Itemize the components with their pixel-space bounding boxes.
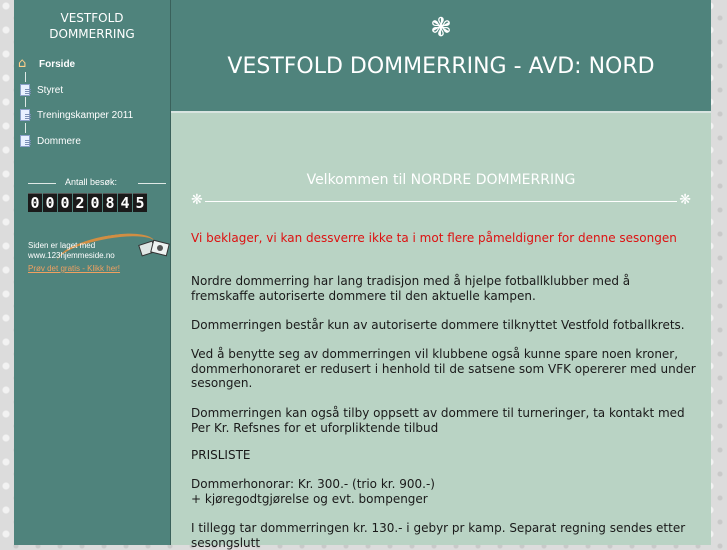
ornament-icon: ❋ [191, 192, 203, 208]
counter-digit: 0 [88, 193, 102, 212]
paragraph: Ved å benytte seg av dommerringen vil klubbene også kunne spare noen kroner, dommerhonoraret er redusert i henhold til de satsene som VFK opererer med under sesongen. [191, 347, 696, 390]
promo-link[interactable]: Prøv det gratis - Klikk her! [28, 264, 121, 273]
paragraph: Dommerringen kan også tilby oppsett av dommere til turneringer, ta kontakt med Per Kr. Refsnes for et uforpliktende tilbud [191, 406, 685, 435]
counter-digit: 0 [28, 193, 42, 212]
promo-url: www.123hjemmeside.no [28, 251, 115, 260]
counter-digit: 2 [73, 193, 87, 212]
nav-connector [25, 72, 26, 82]
paragraph: Nordre dommerring har lang tradisjon med å hjelpe fotballklubber med å fremskaffe autoriserte dommere til den aktuelle kampen. [191, 274, 631, 303]
nav-label: Dommere [37, 135, 81, 147]
nav-connector [25, 123, 26, 133]
nav-label: Styret [37, 84, 64, 96]
nav-item-styret[interactable] [18, 82, 63, 98]
paragraph: Dommerringen består kun av autoriserte dommere tilknyttet Vestfold fotballkrets. [191, 318, 685, 332]
nav-connector [25, 97, 26, 107]
counter-label: Antall besøk: [64, 177, 118, 187]
paragraph: I tillegg tar dommerringen kr. 130.- i gebyr pr kamp. Separat regning sendes etter sesongslutt [191, 521, 686, 550]
promo-badge[interactable] [26, 240, 166, 280]
camera-icon [138, 237, 172, 261]
welcome-heading: Velkommen til NORDRE DOMMERRING [306, 172, 576, 188]
main-content [171, 113, 711, 550]
counter-digit: 0 [58, 193, 72, 212]
notice-text: Vi beklager, vi kan dessverre ikke ta i mot flere påmeldigner for denne sesongen [191, 231, 677, 245]
flower-icon: ❃ [430, 13, 452, 43]
counter-digit: 4 [118, 193, 132, 212]
site-name-line2: DOMMERRING [49, 27, 135, 41]
ornament-icon: ❋ [679, 192, 691, 208]
visitor-counter [26, 177, 156, 217]
paragraph-heading: PRISLISTE [191, 448, 251, 462]
counter-digit: 5 [133, 193, 147, 212]
site-name-line1: VESTFOLD [60, 11, 124, 25]
paragraph: Dommerhonorar: Kr. 300.- (trio kr. 900.-) [191, 477, 435, 491]
nav-item-forside[interactable] [18, 56, 75, 72]
page-header [171, 0, 711, 113]
page-icon [20, 135, 30, 147]
page-title: VESTFOLD DOMMERRING - AVD: NORD [227, 54, 655, 79]
nav-item-treningskamper[interactable] [18, 107, 133, 123]
counter-digit: 0 [43, 193, 57, 212]
paragraph: + kjøregodtgjørelse og evt. bompenger [191, 492, 428, 506]
counter-digits [28, 193, 148, 212]
sidebar [14, 0, 171, 545]
ornament-divider [191, 192, 691, 208]
page-icon [20, 109, 30, 121]
home-icon: ⌂ [18, 56, 27, 71]
nav-item-dommere[interactable] [18, 133, 81, 149]
page-icon [20, 84, 30, 96]
promo-text: Siden er laget med [28, 241, 96, 250]
site-name [14, 10, 170, 42]
counter-digit: 8 [103, 193, 117, 212]
nav-label: Treningskamper 2011 [37, 109, 134, 121]
nav-label: Forside [39, 58, 76, 70]
